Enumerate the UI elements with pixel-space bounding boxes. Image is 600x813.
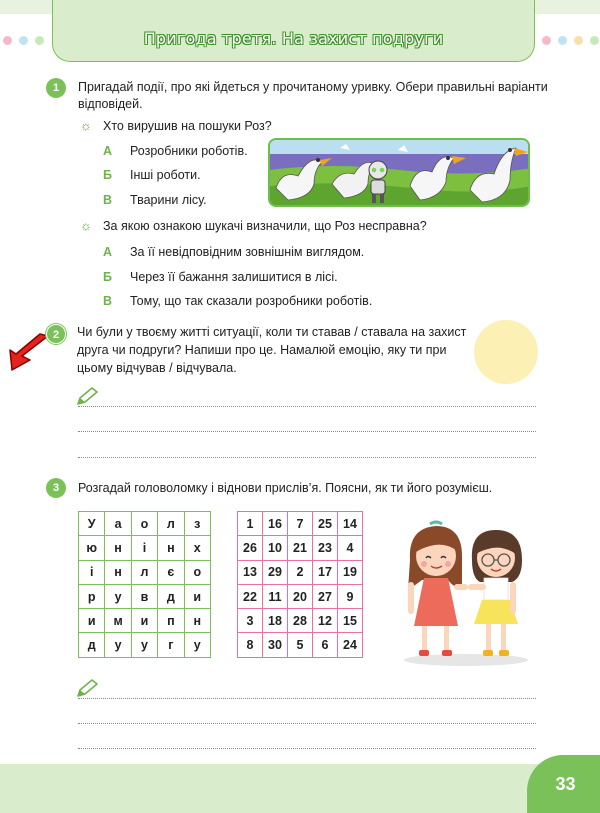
q1-text: Хто вирушив на пошуки Роз? bbox=[103, 119, 272, 133]
two-girls-illustration bbox=[400, 520, 532, 668]
grid-cell: о bbox=[184, 560, 210, 584]
writing-line[interactable] bbox=[78, 406, 536, 407]
grid-cell: а bbox=[105, 512, 131, 536]
grid-cell: 5 bbox=[288, 633, 313, 657]
grid-cell: 23 bbox=[313, 536, 338, 560]
grid-cell: г bbox=[158, 633, 184, 657]
grid-cell: 22 bbox=[238, 584, 263, 608]
decor-dot bbox=[3, 36, 12, 45]
task-number: 3 bbox=[46, 478, 66, 498]
grid-cell: х bbox=[184, 536, 210, 560]
pencil-icon bbox=[76, 678, 100, 698]
grid-cell: 16 bbox=[263, 512, 288, 536]
grid-cell: 15 bbox=[338, 609, 363, 633]
footer-band bbox=[0, 764, 600, 813]
option-letter[interactable]: Б bbox=[103, 270, 112, 284]
task2-line2: друга чи подруги? Напиши про це. Намалюй емоцію, яку ти при bbox=[77, 343, 447, 357]
writing-line[interactable] bbox=[78, 431, 536, 432]
grid-cell: 2 bbox=[288, 560, 313, 584]
grid-cell: 1 bbox=[238, 512, 263, 536]
grid-cell: 24 bbox=[338, 633, 363, 657]
grid-cell: з bbox=[184, 512, 210, 536]
grid-cell: д bbox=[79, 633, 105, 657]
grid-cell: 25 bbox=[313, 512, 338, 536]
grid-cell: 19 bbox=[338, 560, 363, 584]
grid-cell: 7 bbox=[288, 512, 313, 536]
grid-cell: и bbox=[79, 609, 105, 633]
pencil-icon bbox=[76, 386, 100, 406]
grid-cell: у bbox=[105, 584, 131, 608]
robot-and-geese-illustration bbox=[268, 138, 530, 207]
grid-cell: У bbox=[79, 512, 105, 536]
grid-cell: и bbox=[131, 609, 157, 633]
task3-prompt: Розгадай головоломку і віднови прислів’я. Поясни, як ти його розумієш. bbox=[78, 481, 493, 495]
option-letter[interactable]: Б bbox=[103, 168, 112, 182]
grid-cell: є bbox=[158, 560, 184, 584]
option-letter[interactable]: А bbox=[103, 144, 113, 158]
option-text[interactable]: Тому, що так сказали розробники роботів. bbox=[130, 294, 373, 308]
grid-cell: у bbox=[184, 633, 210, 657]
option-text[interactable]: Розробники роботів. bbox=[130, 144, 248, 158]
grid-cell: 27 bbox=[313, 584, 338, 608]
decor-dot bbox=[590, 36, 599, 45]
grid-cell: 4 bbox=[338, 536, 363, 560]
decor-dot bbox=[35, 36, 44, 45]
writing-line[interactable] bbox=[78, 698, 536, 699]
page-title: Пригода третя. На захист подруги bbox=[143, 29, 444, 48]
grid-cell: н bbox=[184, 609, 210, 633]
grid-cell: о bbox=[131, 512, 157, 536]
decor-dot bbox=[19, 36, 28, 45]
grid-cell: 9 bbox=[338, 584, 363, 608]
q2-text: За якою ознакою шукачі визначили, що Роз несправна? bbox=[103, 219, 427, 233]
sun-bullet-icon: ☼ bbox=[80, 218, 92, 233]
option-text[interactable]: За її невідповідним зовнішнім виглядом. bbox=[130, 245, 365, 259]
option-letter[interactable]: В bbox=[103, 193, 113, 207]
task1-prompt-line2: відповідей. bbox=[78, 97, 143, 111]
grid-cell: 30 bbox=[263, 633, 288, 657]
grid-cell: л bbox=[158, 512, 184, 536]
grid-cell: н bbox=[105, 560, 131, 584]
grid-cell: д bbox=[158, 584, 184, 608]
grid-cell: 13 bbox=[238, 560, 263, 584]
grid-cell: 6 bbox=[313, 633, 338, 657]
task-number: 1 bbox=[46, 78, 66, 98]
grid-cell: 29 bbox=[263, 560, 288, 584]
emotion-drawing-circle[interactable] bbox=[474, 320, 538, 384]
grid-cell: 11 bbox=[263, 584, 288, 608]
grid-cell: н bbox=[158, 536, 184, 560]
decor-dot bbox=[574, 36, 583, 45]
grid-cell: у bbox=[105, 633, 131, 657]
numbers-grid bbox=[237, 511, 363, 658]
grid-cell: м bbox=[105, 609, 131, 633]
grid-cell: и bbox=[184, 584, 210, 608]
sun-bullet-icon: ☼ bbox=[80, 118, 92, 133]
grid-cell: 10 bbox=[263, 536, 288, 560]
grid-cell: п bbox=[158, 609, 184, 633]
task2-line1: Чи були у твоєму житті ситуації, коли ти ставав / ставала на захист bbox=[77, 325, 467, 339]
page-number: 33 bbox=[527, 755, 600, 813]
grid-cell: 28 bbox=[288, 609, 313, 633]
grid-cell: л bbox=[131, 560, 157, 584]
grid-cell: 12 bbox=[313, 609, 338, 633]
grid-cell: р bbox=[79, 584, 105, 608]
option-text[interactable]: Через її бажання залишитися в лісі. bbox=[130, 270, 338, 284]
grid-cell: 18 bbox=[263, 609, 288, 633]
writing-line[interactable] bbox=[78, 748, 536, 749]
decor-dot bbox=[542, 36, 551, 45]
grid-cell: 14 bbox=[338, 512, 363, 536]
grid-cell: і bbox=[79, 560, 105, 584]
grid-cell: н bbox=[105, 536, 131, 560]
option-letter[interactable]: В bbox=[103, 294, 113, 308]
grid-cell: в bbox=[131, 584, 157, 608]
grid-cell: 21 bbox=[288, 536, 313, 560]
letters-grid bbox=[78, 511, 211, 658]
writing-line[interactable] bbox=[78, 723, 536, 724]
task2-line3: цьому відчував / відчувала. bbox=[77, 361, 237, 375]
task1-prompt-line1: Пригадай події, про які йдеться у прочитаному уривку. Обери правильні варіанти bbox=[78, 80, 548, 94]
writing-line[interactable] bbox=[78, 457, 536, 458]
task-number: 2 bbox=[46, 324, 66, 344]
grid-cell: і bbox=[131, 536, 157, 560]
grid-cell: ю bbox=[79, 536, 105, 560]
option-letter[interactable]: А bbox=[103, 245, 113, 259]
grid-cell: 17 bbox=[313, 560, 338, 584]
decor-dot bbox=[558, 36, 567, 45]
grid-cell: у bbox=[131, 633, 157, 657]
grid-cell: 8 bbox=[238, 633, 263, 657]
grid-cell: 20 bbox=[288, 584, 313, 608]
grid-cell: 3 bbox=[238, 609, 263, 633]
option-text[interactable]: Інші роботи. bbox=[130, 168, 201, 182]
grid-cell: 26 bbox=[238, 536, 263, 560]
option-text[interactable]: Тварини лісу. bbox=[130, 193, 207, 207]
